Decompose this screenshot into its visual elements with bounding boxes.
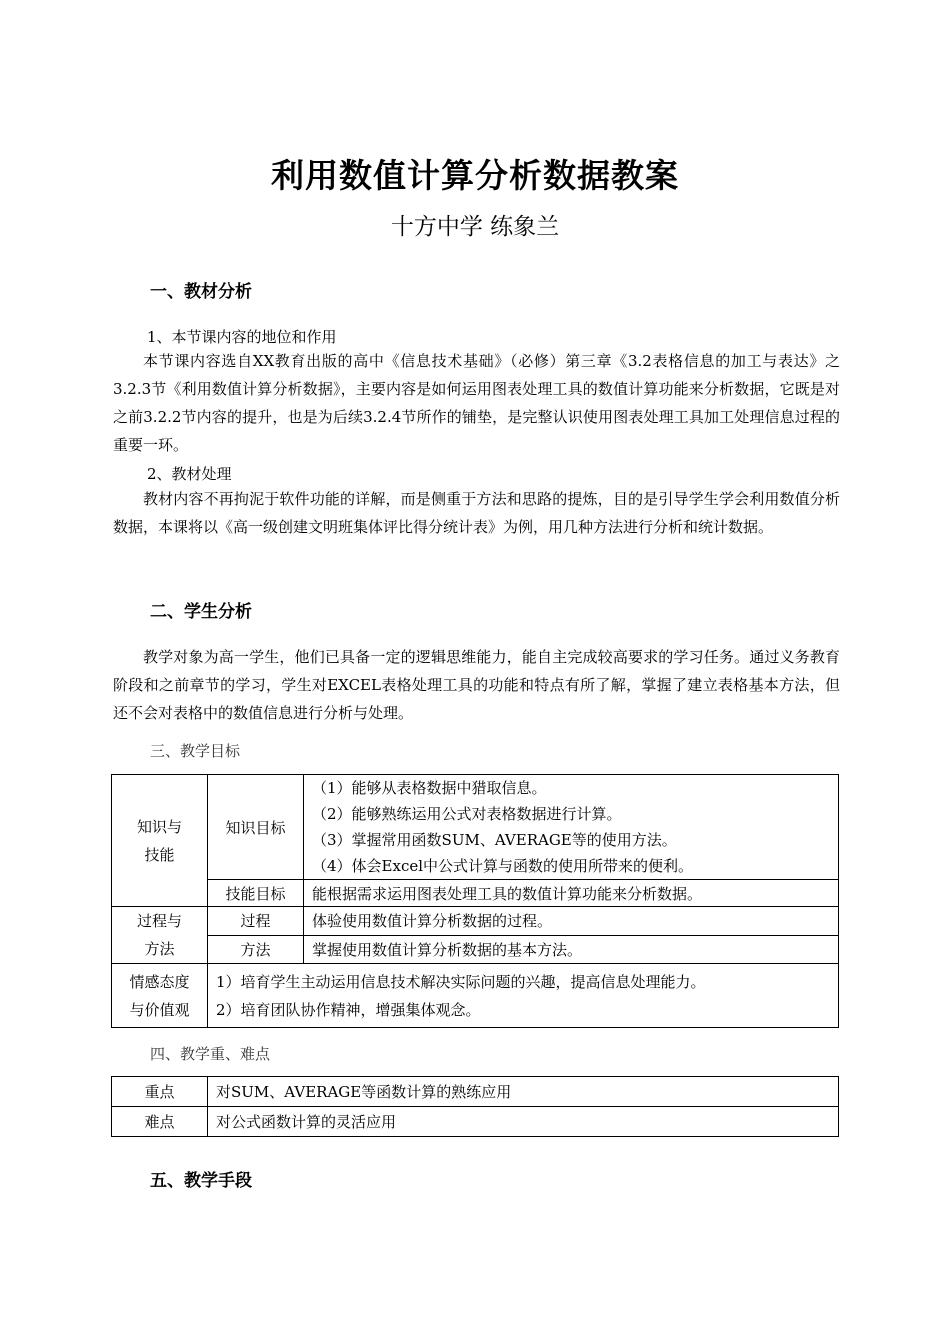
table-row	[112, 907, 839, 936]
label-cell: 重点	[112, 1077, 208, 1107]
table-row	[112, 964, 839, 1028]
section-heading-3: 三、教学目标	[150, 742, 241, 760]
section-heading-1: 一、教材分析	[150, 282, 252, 302]
category-cell: 过程与方法	[112, 907, 208, 964]
table-row	[112, 1107, 839, 1137]
label-cell: 方法	[208, 935, 304, 964]
list-item: 1）培育学生主动运用信息技术解决实际问题的兴趣，提高信息处理能力。	[216, 972, 706, 991]
label-cell: 技能目标	[208, 880, 304, 907]
paragraph-1-1: 本节课内容选自XX教育出版的高中《信息技术基础》（必修）第三章《3.2表格信息的加工与表达》之3.2.3节《利用数值计算分析数据》，主要内容是如何运用图表处理工具的数值计算功能来分析数据，它既是对之前3.2.2节内容的提升，也是为后续3.2.4节所作的铺垫，是完整认识使用图表处理工具加工处理信息过程的重要一环。	[113, 352, 840, 454]
value-cell: 对SUM、AVERAGE等函数计算的熟练应用	[208, 1077, 839, 1107]
value-cell: 对公式函数计算的灵活应用	[208, 1107, 839, 1137]
list-item: 2）培育团队协作精神，增强集体观念。	[216, 1000, 481, 1019]
subheading-1-1: 1、本节课内容的地位和作用	[147, 328, 337, 346]
list-item: （2）能够熟练运用公式对表格数据进行计算。	[312, 805, 622, 823]
emotion-list	[208, 964, 839, 1028]
objectives-table	[111, 774, 839, 1028]
table-row	[112, 935, 839, 964]
value-cell: 体验使用数值计算分析数据的过程。	[304, 907, 839, 936]
category-cell: 知识与技能	[112, 775, 208, 907]
section-heading-4: 四、教学重、难点	[150, 1045, 271, 1063]
list-item: （4）体会Excel中公式计算与函数的使用所带来的便利。	[312, 857, 694, 875]
page-title: 利用数值计算分析数据教案	[271, 156, 679, 195]
section-heading-2: 二、学生分析	[150, 602, 252, 622]
label-cell: 难点	[112, 1107, 208, 1137]
table-row	[112, 775, 839, 880]
value-cell: 掌握使用数值计算分析数据的基本方法。	[304, 935, 839, 964]
label-cell: 知识目标	[208, 775, 304, 880]
table-row	[112, 880, 839, 907]
label-cell: 过程	[208, 907, 304, 936]
list-item: （3）掌握常用函数SUM、AVERAGE等的使用方法。	[312, 831, 677, 849]
value-cell: 能根据需求运用图表处理工具的数值计算功能来分析数据。	[304, 880, 839, 907]
keypoints-table	[111, 1076, 839, 1137]
knowledge-list	[304, 775, 839, 880]
paragraph-2: 教学对象为高一学生，他们已具备一定的逻辑思维能力，能自主完成较高要求的学习任务。通过义务教育阶段和之前章节的学习，学生对EXCEL表格处理工具的功能和特点有所了解，掌握了建立表格基本方法，但还不会对表格中的数值信息进行分析与处理。	[113, 648, 840, 722]
paragraph-1-2: 教材内容不再拘泥于软件功能的详解，而是侧重于方法和思路的提炼，目的是引导学生学会利用数值分析数据，本课将以《高一级创建文明班集体评比得分统计表》为例，用几种方法进行分析和统计数据。	[113, 490, 840, 536]
author-line: 十方中学 练象兰	[390, 214, 560, 240]
section-heading-5: 五、教学手段	[150, 1171, 252, 1191]
category-cell: 情感态度与价值观	[112, 964, 208, 1028]
list-item: （1）能够从表格数据中猎取信息。	[312, 779, 547, 797]
table-row	[112, 1077, 839, 1107]
subheading-1-2: 2、教材处理	[147, 465, 232, 483]
